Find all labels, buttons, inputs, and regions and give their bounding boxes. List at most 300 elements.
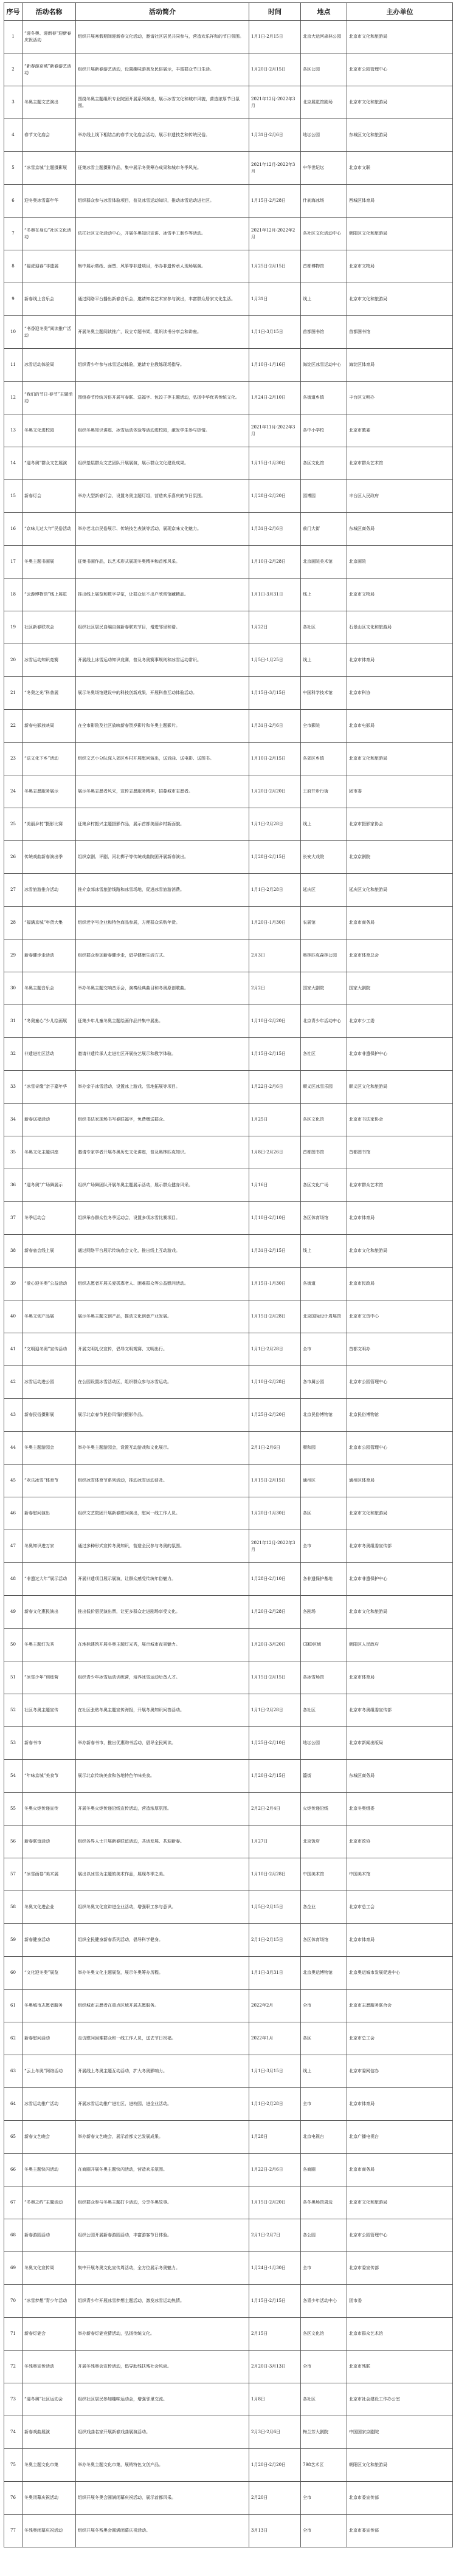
cell-organizer: 北京市公园管理中心 [347, 2219, 453, 2252]
cell-organizer: 北京市公园管理中心 [347, 1366, 453, 1399]
cell-organizer: 北京市文资中心 [347, 1300, 453, 1333]
cell-activity-intro: 组织群众参与冬奥主题打卡活动，分享冬奥故事。 [76, 2186, 249, 2219]
cell-no: 25 [4, 808, 22, 841]
cell-activity-name: 冬奥文创产品展 [22, 1300, 76, 1333]
cell-no: 51 [4, 1661, 22, 1694]
table-row [4, 1005, 453, 1038]
cell-place: 各青少年活动中心 [301, 2285, 347, 2318]
cell-organizer: 北京市冬奥组委宣传部 [347, 1530, 453, 1563]
cell-time: 1月1日-2月28日 [249, 1694, 301, 1727]
cell-activity-intro: 组织群众参与冰雪体验项目，普及冰雪运动知识，推动冰雪运动进社区。 [76, 185, 249, 218]
cell-time: 1月31日-2月15日 [249, 1235, 301, 1268]
cell-time: 2月3日-2月6日 [249, 2416, 301, 2449]
cell-time: 2月2日 [249, 972, 301, 1005]
cell-activity-name: “冬奥在身边”社区文化活动 [22, 218, 76, 250]
cell-organizer: 北京市非遗保护中心 [347, 1563, 453, 1596]
table-row [4, 775, 453, 808]
cell-time: 2月20日-3月13日 [249, 2351, 301, 2383]
cell-organizer: 北京市文化和旅游局 [347, 86, 453, 119]
cell-time: 2月20日 [249, 2482, 301, 2515]
cell-no: 28 [4, 907, 22, 939]
cell-no: 68 [4, 2219, 22, 2252]
cell-activity-name: 冬奥闭幕庆祝活动 [22, 2482, 76, 2515]
cell-place: 各中小学校 [301, 414, 347, 447]
cell-organizer: 国家大剧院 [347, 972, 453, 1005]
cell-no: 66 [4, 2154, 22, 2186]
cell-organizer: 北京市体育局 [347, 1924, 453, 1957]
cell-activity-intro: 征集书画作品，以艺术形式展现冬奥精神和首都风采。 [76, 546, 249, 579]
cell-activity-intro: 开展冬残奥会宣传活动，倡导助残扶残社会风尚。 [76, 2351, 249, 2383]
cell-organizer: 北京画院 [347, 546, 453, 579]
cell-organizer: 团市委 [347, 775, 453, 808]
table-row [4, 1891, 453, 1924]
cell-activity-name: 冬奥主题快闪活动 [22, 2154, 76, 2186]
cell-activity-name: “迎冬奥”群众文艺展演 [22, 447, 76, 480]
cell-activity-intro: 举办新春书市，推出优惠购书活动，倡导全民阅读。 [76, 1727, 249, 1760]
cell-place: 农展馆 [301, 907, 347, 939]
cell-activity-name: 冬季运动会 [22, 1202, 76, 1235]
cell-activity-intro: 通过网络平台播出新春音乐会，邀请知名艺术家参与演出，丰富群众居家文化生活。 [76, 283, 249, 316]
cell-no: 4 [4, 119, 22, 152]
cell-activity-name: 冰雪运动推广活动 [22, 2088, 76, 2121]
cell-time: 1月10日-2月10日 [249, 1202, 301, 1235]
table-row [4, 1629, 453, 1661]
cell-activity-intro: 通过多种形式宣传冬奥知识，营造全民参与冬奥的氛围。 [76, 1530, 249, 1563]
cell-organizer: 北京市冬奥组委宣传部 [347, 1694, 453, 1727]
cell-no: 6 [4, 185, 22, 218]
cell-organizer: 北京市商务局 [347, 907, 453, 939]
cell-activity-intro: 征集少年儿童冬奥主题绘画作品并集中展出。 [76, 1005, 249, 1038]
activity-schedule-table [4, 2, 453, 2547]
cell-organizer: 北京市委宣传部 [347, 2252, 453, 2285]
cell-time: 1月31日-2月6日 [249, 710, 301, 743]
cell-place: 颐和园 [301, 1432, 347, 1465]
table-row [4, 1563, 453, 1596]
cell-activity-intro: 推出线上展览和数字导览，让群众足不出户欣赏馆藏精品。 [76, 579, 249, 611]
cell-activity-intro: 举办冬奥文化主题展览，展示冬奥筹办历程。 [76, 1957, 249, 1990]
cell-place: 798艺术区 [301, 2449, 347, 2482]
cell-activity-intro: 组织开展冬奥会圆满闭幕庆祝活动，展示首都风采。 [76, 2482, 249, 2515]
cell-time: 1月15日-2月20日 [249, 2186, 301, 2219]
cell-activity-name: “迎冬奥”广场舞展示 [22, 1169, 76, 1202]
cell-activity-intro: 举办冬奥主题游园会，设置互动游戏和文化展示。 [76, 1432, 249, 1465]
cell-no: 26 [4, 841, 22, 874]
cell-activity-intro: 组织基层群众文艺团队开展展演，展示群众文化建设成果。 [76, 447, 249, 480]
cell-no: 70 [4, 2285, 22, 2318]
cell-activity-name: 冬奥主题文艺演出 [22, 86, 76, 119]
cell-place: 王府井步行街 [301, 775, 347, 808]
cell-no: 34 [4, 1104, 22, 1136]
cell-organizer: 北京市文化和旅游局 [347, 283, 453, 316]
cell-no: 75 [4, 2449, 22, 2482]
cell-organizer: 北京市总工会 [347, 2022, 453, 2055]
cell-activity-intro: 开展线上冰雪运动知识竞赛，普及冬奥赛事规则和冰雪运动常识。 [76, 644, 249, 677]
cell-time: 1月25日 [249, 1104, 301, 1136]
table-row [4, 1268, 453, 1300]
cell-activity-name: “云游博物馆”线上展览 [22, 579, 76, 611]
cell-place: 各社区文化活动中心 [301, 218, 347, 250]
cell-place: 北京大运河森林公园 [301, 21, 347, 53]
cell-activity-name: 社区新春联欢会 [22, 611, 76, 644]
cell-activity-name: 新春灯谜会 [22, 2318, 76, 2351]
cell-activity-intro: 依托社区文化活动中心，开展冬奥知识宣讲、冰雪手工制作等活动。 [76, 218, 249, 250]
cell-organizer: 北京市残联 [347, 2351, 453, 2383]
cell-organizer: 丰台区文明办 [347, 382, 453, 414]
table-row [4, 2121, 453, 2154]
cell-organizer: 北京京剧院 [347, 841, 453, 874]
cell-time: 1月10日-2月28日 [249, 546, 301, 579]
cell-organizer: 北京市政协 [347, 1826, 453, 1858]
cell-activity-intro: 展示北京春节民俗风情的摄影作品。 [76, 1399, 249, 1432]
cell-place: 中国科学技术馆 [301, 677, 347, 710]
cell-time: 1月15日-1月30日 [249, 1268, 301, 1300]
cell-organizer: 石景山区文化和旅游局 [347, 611, 453, 644]
cell-no: 5 [4, 152, 22, 185]
table-row [4, 644, 453, 677]
cell-organizer: 北京市社会建设工作办公室 [347, 2383, 453, 2416]
cell-time: 1月28日-2月20日 [249, 480, 301, 513]
table-row [4, 841, 453, 874]
cell-time: 1月10日-2月28日 [249, 1858, 301, 1891]
cell-activity-name: “新春游京城”新春游艺活动 [22, 53, 76, 86]
cell-organizer: 北京市文化和旅游局 [347, 21, 453, 53]
table-body [4, 21, 453, 2547]
cell-time: 1月15日-2月15日 [249, 2285, 301, 2318]
cell-place: 顺义区冰雪乐园 [301, 1071, 347, 1104]
cell-activity-intro: 举办老北京民俗展示、传统技艺表演等活动，展现京味文化魅力。 [76, 513, 249, 546]
cell-organizer: 北京市文物局 [347, 250, 453, 283]
cell-time: 2月1日-2月15日 [249, 1924, 301, 1957]
cell-activity-intro: 组织志愿者开展关爱孤寡老人、困难群众等公益慰问活动。 [76, 1268, 249, 1300]
cell-place: 全市影院 [301, 710, 347, 743]
table-row [4, 119, 453, 152]
table-row [4, 53, 453, 86]
cell-organizer: 北京市志愿服务联合会 [347, 1990, 453, 2022]
cell-organizer: 北京市非遗保护中心 [347, 1038, 453, 1071]
cell-place: 各区公园 [301, 53, 347, 86]
cell-activity-name: 新春戏曲展演 [22, 2416, 76, 2449]
cell-no: 71 [4, 2318, 22, 2351]
cell-place: 全市 [301, 2482, 347, 2515]
cell-time: 1月20日-2月15日 [249, 53, 301, 86]
table-row [4, 152, 453, 185]
cell-activity-intro: 在商圈开展冬奥主题快闪活动，营造欢乐氛围。 [76, 2154, 249, 2186]
cell-place: 各区文化馆 [301, 447, 347, 480]
table-row [4, 2449, 453, 2482]
cell-activity-name: 新春民俗摄影展 [22, 1399, 76, 1432]
cell-activity-name: 冬奥主题文化市集 [22, 2449, 76, 2482]
cell-activity-intro: 组织青少年开展冰雪梦想主题活动，激发冰雪运动热情。 [76, 2285, 249, 2318]
cell-activity-intro: 组织全民健身新春系列活动，倡导科学健身。 [76, 1924, 249, 1957]
cell-activity-name: 冬奥文化进校园 [22, 414, 76, 447]
cell-no: 52 [4, 1694, 22, 1727]
cell-time: 1月10日-2月15日 [249, 743, 301, 775]
cell-time: 1月28日-2月15日 [249, 841, 301, 874]
cell-activity-intro: 举办亲子冰雪活动，设置冰上游戏、雪地拓展等项目。 [76, 1071, 249, 1104]
table-row [4, 2252, 453, 2285]
cell-place: 簋街 [301, 1760, 347, 1793]
cell-place: 各社区 [301, 1038, 347, 1071]
cell-time: 1月1日-2月28日 [249, 1333, 301, 1366]
cell-organizer: 北京市少工委 [347, 1005, 453, 1038]
cell-place: 北京饭店 [301, 1826, 347, 1858]
cell-time: 1月1日-2月28日 [249, 874, 301, 907]
cell-activity-intro: 组织青少年参与冰雪运动体验，邀请专业教练现场指导。 [76, 349, 249, 382]
table-row [4, 1465, 453, 1497]
cell-no: 74 [4, 2416, 22, 2449]
cell-organizer: 北京市委宣传部 [347, 2515, 453, 2547]
cell-no: 8 [4, 250, 22, 283]
table-row [4, 1793, 453, 1826]
cell-time: 1月15日-2月28日 [249, 185, 301, 218]
cell-activity-name: “福虎迎春”非遗展 [22, 250, 76, 283]
table-row [4, 218, 453, 250]
cell-activity-name: “文化迎冬奥”展览 [22, 1957, 76, 1990]
cell-activity-name: 非遗进社区活动 [22, 1038, 76, 1071]
table-row [4, 1727, 453, 1760]
cell-time: 1月24日-1月30日 [249, 2252, 301, 2285]
table-row [4, 1333, 453, 1366]
table-row [4, 2482, 453, 2515]
cell-activity-name: 冬奥文化进企业 [22, 1891, 76, 1924]
cell-activity-name: 新春庙会线上展 [22, 1235, 76, 1268]
table-row [4, 874, 453, 907]
cell-no: 9 [4, 283, 22, 316]
cell-activity-intro: 展出以冰雪为主题的美术作品，展现冬季之美。 [76, 1858, 249, 1891]
cell-place: CBD区域 [301, 1629, 347, 1661]
cell-time: 1月27日 [249, 1826, 301, 1858]
cell-no: 22 [4, 710, 22, 743]
cell-organizer: 北京市体育总会 [347, 939, 453, 972]
cell-time: 2022年2月 [249, 1990, 301, 2022]
cell-time: 2月1日-2月7日 [249, 2219, 301, 2252]
cell-activity-intro: 组织社区居民自编自演新春联欢节目，增进邻里和谐。 [76, 611, 249, 644]
table-row [4, 1300, 453, 1333]
cell-activity-name: 冬奥知识进万家 [22, 1530, 76, 1563]
cell-organizer: 首都图书馆 [347, 1136, 453, 1169]
table-row [4, 710, 453, 743]
cell-time: 1月16日 [249, 1169, 301, 1202]
cell-activity-name: 冬残奥宣传活动 [22, 2351, 76, 2383]
table-row [4, 2219, 453, 2252]
cell-activity-name: 新春联谊活动 [22, 1826, 76, 1858]
cell-no: 44 [4, 1432, 22, 1465]
cell-organizer: 北京市总工会 [347, 1891, 453, 1924]
cell-activity-name: 新春文艺晚会 [22, 2121, 76, 2154]
cell-activity-name: 冰雪运动进公园 [22, 1366, 76, 1399]
cell-place: 北京画院美术馆 [301, 546, 347, 579]
table-row [4, 939, 453, 972]
cell-organizer: 北京市文化和旅游局 [347, 1497, 453, 1530]
cell-place: 北京国际设计周展馆 [301, 1300, 347, 1333]
table-row [4, 1760, 453, 1793]
cell-organizer: 北京市委网信办 [347, 2055, 453, 2088]
cell-place: 首都博物馆 [301, 250, 347, 283]
cell-activity-intro: 组织老字号企业和特色商品参展，方便群众采购年货。 [76, 907, 249, 939]
cell-no: 39 [4, 1268, 22, 1300]
cell-activity-intro: 举办线上线下相结合的春节文化庙会活动，展示非遗技艺和传统民俗。 [76, 119, 249, 152]
table-row [4, 1038, 453, 1071]
cell-place: 海淀区冰雪运动中心 [301, 349, 347, 382]
cell-time: 1月22日-2月6日 [249, 1071, 301, 1104]
cell-place: 各区文化馆 [301, 2318, 347, 2351]
table-row [4, 86, 453, 119]
cell-activity-intro: 举办冬奥主题文化市集，展销特色文创产品。 [76, 2449, 249, 2482]
table-row [4, 21, 453, 53]
cell-activity-intro: 开展文明礼仪宣传，倡导文明观赛、文明出行。 [76, 1333, 249, 1366]
cell-place: 线上 [301, 283, 347, 316]
table-row [4, 2318, 453, 2351]
cell-activity-name: 新春健身活动 [22, 1924, 76, 1957]
cell-no: 13 [4, 414, 22, 447]
cell-place: 中华世纪坛 [301, 152, 347, 185]
cell-activity-intro: 组织冬奥文化宣讲进企业活动，增强职工参与意识。 [76, 1891, 249, 1924]
cell-time: 1月8日 [249, 2383, 301, 2416]
header-place: 地点 [301, 3, 347, 21]
cell-place: 各公园 [301, 2219, 347, 2252]
cell-place: 各街道 [301, 1268, 347, 1300]
table-row [4, 1661, 453, 1694]
cell-activity-intro: 征集乡村振兴主题摄影作品，展示首都美丽乡村新面貌。 [76, 808, 249, 841]
cell-no: 16 [4, 513, 22, 546]
cell-time: 1月1日-3月31日 [249, 579, 301, 611]
cell-activity-name: 新春慰问演出 [22, 1497, 76, 1530]
cell-organizer: 北京奥运城市发展促进中心 [347, 1957, 453, 1990]
table-row [4, 579, 453, 611]
header-row [4, 3, 453, 21]
cell-place: 各非遗保护基地 [301, 1563, 347, 1596]
cell-place: 通州区 [301, 1465, 347, 1497]
cell-activity-intro: 组织文艺院团开展新春慰问演出，慰问一线工作人员。 [76, 1497, 249, 1530]
table-row [4, 1104, 453, 1136]
cell-time: 1月15日-2月28日 [249, 1300, 301, 1333]
cell-place: 火炬传递沿线 [301, 1793, 347, 1826]
cell-activity-intro: 集中展示剪纸、面塑、风筝等非遗项目，举办非遗传承人现场展演。 [76, 250, 249, 283]
cell-activity-name: 新春健步走活动 [22, 939, 76, 972]
cell-no: 31 [4, 1005, 22, 1038]
cell-place: 各区 [301, 1497, 347, 1530]
table-row [4, 1694, 453, 1727]
cell-place: 各社区 [301, 2383, 347, 2416]
cell-time: 1月24日-2月10日 [249, 382, 301, 414]
cell-place: 首都图书馆 [301, 1136, 347, 1169]
cell-organizer: 北京市体育局 [347, 1202, 453, 1235]
cell-time: 2月15日 [249, 2318, 301, 2351]
cell-activity-name: 冬奥志愿服务展示 [22, 775, 76, 808]
cell-no: 42 [4, 1366, 22, 1399]
cell-no: 29 [4, 939, 22, 972]
cell-place: 各市属公园 [301, 1366, 347, 1399]
cell-time: 1月1日-2月28日 [249, 2088, 301, 2121]
cell-time: 1月15日-1月30日 [249, 447, 301, 480]
cell-activity-name: “冰雪京城”主题摄影展 [22, 152, 76, 185]
cell-time: 1月5日-2月15日 [249, 1891, 301, 1924]
cell-place: 全市 [301, 2252, 347, 2285]
cell-no: 40 [4, 1300, 22, 1333]
cell-activity-name: 新春文化惠民演出 [22, 1596, 76, 1629]
cell-organizer: 北京市摄影家协会 [347, 808, 453, 841]
cell-activity-name: 冰雪旅游推介活动 [22, 874, 76, 907]
cell-no: 59 [4, 1924, 22, 1957]
cell-time: 1月20日-3月20日 [249, 1629, 301, 1661]
cell-organizer: 北京市体育局 [347, 1661, 453, 1694]
cell-place: 线上 [301, 644, 347, 677]
cell-activity-name: “书香迎冬奥”阅读推广活动 [22, 316, 76, 349]
cell-no: 55 [4, 1793, 22, 1826]
cell-no: 7 [4, 218, 22, 250]
cell-time: 1月28日-2月10日 [249, 1563, 301, 1596]
cell-organizer: 北京市教委 [347, 414, 453, 447]
cell-activity-name: “非遗过大年”展示活动 [22, 1563, 76, 1596]
table-header [4, 3, 453, 21]
cell-place: 园博园 [301, 480, 347, 513]
cell-place: 各区 [301, 2022, 347, 2055]
cell-organizer: 北京市文化和旅游局 [347, 1596, 453, 1629]
cell-no: 76 [4, 2482, 22, 2515]
cell-time: 1月25日-2月20日 [249, 1399, 301, 1432]
cell-time: 1月31日-2月6日 [249, 513, 301, 546]
cell-activity-intro: 举办新春灯谜竞猜活动，弘扬传统文化。 [76, 2318, 249, 2351]
table-row [4, 1826, 453, 1858]
cell-activity-name: “冬奥之约”主题活动 [22, 2186, 76, 2219]
cell-activity-intro: 组织开展冬残奥会圆满闭幕庆祝活动。 [76, 2515, 249, 2547]
cell-no: 14 [4, 447, 22, 480]
cell-organizer: 北京市书法家协会 [347, 1104, 453, 1136]
cell-activity-intro: 推出低价惠民演出票，让更多群众走进剧场享受文化。 [76, 1596, 249, 1629]
cell-organizer: 朝阳区文化和旅游局 [347, 218, 453, 250]
cell-activity-intro: 集中开展冬奥文化宣传周活动，全方位展示冬奥魅力。 [76, 2252, 249, 2285]
cell-place: 线上 [301, 579, 347, 611]
cell-activity-intro: 组织城市志愿者在重点区域开展志愿服务。 [76, 1990, 249, 2022]
cell-activity-name: 新春电影放映周 [22, 710, 76, 743]
cell-organizer: 中国美术馆 [347, 1858, 453, 1891]
cell-time: 1月25日-2月15日 [249, 250, 301, 283]
cell-time: 1月15日-2月15日 [249, 1661, 301, 1694]
table-row [4, 2055, 453, 2088]
cell-activity-intro: 开展冬奥主题阅读推广，设立专题书架，组织读书分享会和讲座。 [76, 316, 249, 349]
cell-activity-intro: 组织京剧、评剧、河北梆子等传统戏曲院团开展新春演出。 [76, 841, 249, 874]
cell-no: 47 [4, 1530, 22, 1563]
cell-no: 46 [4, 1497, 22, 1530]
cell-activity-name: 社区冬奥主题宣传 [22, 1694, 76, 1727]
cell-organizer: 北京市文化和旅游局 [347, 2186, 453, 2219]
cell-place: 各剧场 [301, 1596, 347, 1629]
cell-activity-name: 冬奥火炬传递宣传 [22, 1793, 76, 1826]
cell-activity-intro: 举办冬奥主题交响音乐会，演奏经典曲目和冬奥原创歌曲。 [76, 972, 249, 1005]
table-row [4, 349, 453, 382]
cell-no: 64 [4, 2088, 22, 2121]
table-row [4, 447, 453, 480]
cell-organizer: 东城区商务局 [347, 513, 453, 546]
cell-activity-name: “冬奥之光”科普展 [22, 677, 76, 710]
cell-no: 56 [4, 1826, 22, 1858]
cell-activity-intro: 展示冬奥志愿者风采，宣传志愿服务精神，招募城市志愿者。 [76, 775, 249, 808]
cell-time: 1月15日-2月15日 [249, 1465, 301, 1497]
cell-time: 1月10日-1月16日 [249, 349, 301, 382]
cell-organizer: 首都文明办 [347, 1333, 453, 1366]
cell-time: 1月20日-1月30日 [249, 907, 301, 939]
table-row [4, 414, 453, 447]
cell-place: 国家大剧院 [301, 972, 347, 1005]
cell-place: 长安大戏院 [301, 841, 347, 874]
cell-activity-name: 冬奥主题游园会 [22, 1432, 76, 1465]
cell-time: 1月22日 [249, 611, 301, 644]
cell-activity-intro: 推介京郊冰雪旅游线路和冰雪场地，促进冰雪旅游消费。 [76, 874, 249, 907]
cell-activity-name: “冰雪梦想”青少年活动 [22, 2285, 76, 2318]
cell-activity-name: 新春线上音乐会 [22, 283, 76, 316]
cell-organizer: 东城区文化和旅游局 [347, 119, 453, 152]
table-row [4, 677, 453, 710]
